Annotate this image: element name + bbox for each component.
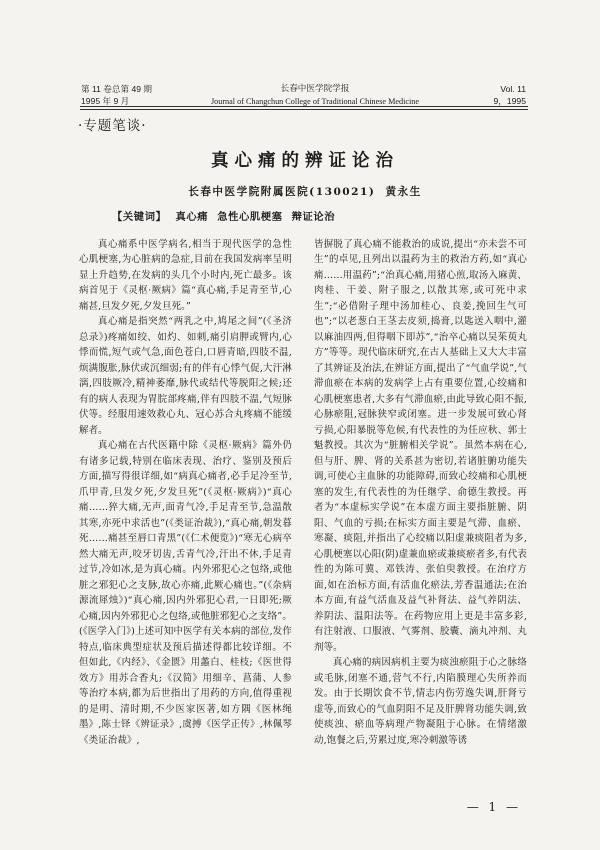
body-paragraph: 真心痛在古代医籍中除《灵枢·厥病》篇外仍有诸多记载,特别在临床表现、治疗、鉴别及预后方面,描写得很详细,如“病真心痛者,必手足冷至节,爪甲青,旦发夕死,夕发旦死”(《灵枢·厥病》)“真心痛……猝大痛,无声,面青气冷,手足青至节,急温散其寒,亦死中求活也”(《类证治裁》),“真心痛,朝发暮死……痛甚至唇口青黑”(《仁术便览》)“寒无心病卒然大痛无声,咬牙切齿,舌青气冷,汗出不休,手足青过节,冷如冰,是为真心痛。内外邪犯心之包络,或他脏之邪犯心之支脉,故心亦痛,此厥心痛也。”(《杂病源流犀烛》)“真心痛,因内外邪犯心君,一日即死;厥心痛,因内外邪犯心之包络,或他脏邪犯心之支络”。(《医学入门》)上述可知中医学有关本病的部位,发作特点,临床典型症状及预后描述得都比较详细。不但如此,《内经》、《金匮》用蠡白、桂枝;《医世得效方》用苏合香丸;《汉简》用细辛、菖蒲、人参等治疗本病,都为后世指出了用药的方向,值得重视的是明、清时期,不少医家医著,如方隅《医林绳墨》,陈士铎《辨证录》,虞搏《医学正传》,林佩琴《类证治裁》, (79, 440, 292, 746)
issue-year: 9，1995 (493, 95, 526, 106)
author-name: 黄永生 (385, 186, 422, 198)
volume-issue: 第 11 卷总第 49 期 (81, 84, 152, 94)
header-rule-thick (80, 106, 528, 107)
body-paragraph: 真心痛系中医学病名,相当于现代医学的急性心肌梗塞,为心脏病的急症,目前在我国发病率呈明显上升趋势,在发病的头几个小时内,死亡最多。该病首见于《灵枢·厥病》篇“真心痛,手足青至节,心痛甚,旦发夕死,夕发旦死。” (79, 239, 292, 312)
keyword: 急性心肌梗塞 (217, 211, 283, 223)
journal-name-english: Journal of Changchun College of Traditional Chinese Medicine (210, 96, 420, 106)
body-paragraph: 真心痛是指突然“两乳之中,鸠尾之间”(《圣济总录》)疼痛如绞、如灼、如刺,痛引肩胛或臂内,心悸而慌,短气或气急,面色苍白,口唇青暗,四肢不温,烦满腹胀,脉伏或沉细弱;有的伴有心悸气促,大汗淋漓,四肢厥冷,精神萎靡,脉代或结代等脱阳之候;还有的病人表现为胃脘部疼痛,伴有四肢不温,气短脉伏等。经服用速效救心丸、冠心苏合丸疼痛不能缓解者。 (79, 316, 292, 436)
header-rule-thin (80, 109, 528, 110)
body-paragraph: 真心痛的病因病机主要为痰浊瘀阻于心之脉络或毛脉,闭塞不通,营气不行,内陷膜理心失所养而发。由于长期饮食不节,情志内伤劳逸失调,肝肾亏虚等,而致心的气血阴阳不足及肝脾肾功能失调,致使痰浊、瘀血等病理产物凝阻于心脉。在情绪激动,饱餐之后,劳累过度,寒冷刺激等诱 (314, 657, 527, 746)
keywords-label: 【关键词】 (112, 211, 167, 223)
journal-name (170, 84, 460, 107)
journal-vol-english (474, 84, 526, 107)
article-title: 真心痛的辨证论治 (211, 151, 399, 171)
journal-volume-info (81, 84, 152, 107)
affiliation: 长春中医学院附属医院(130021) (188, 186, 376, 198)
keywords-line (112, 208, 344, 223)
author-line (80, 184, 530, 199)
page-number: — 1 — (466, 800, 521, 814)
keyword: 辩证论治 (291, 211, 336, 223)
body-paragraph: 皆摒脱了真心痛不能救治的成说,提出“亦未尝不可生”的卓见,且列出以温药为主的救治方药,如“真心痛……用温药”;“治真心痛,用猪心煎,取汤入麻黄、肉桂、干姜、附子服之,以散其寒,或可死中求生”;“必借附子理中汤加桂心、良姜,挽回生气可也”;“以老葱白王茎去皮须,捣膏,以匙送入咽中,灌以麻油四两,但得咽下即苏”,“治卒心痛以吴茱萸丸方”等等。现代临床研究,在古人基础上又大大丰富了其辨证及治法,在辨证方面,提出了“气血学说”,气滞血瘀在本病的发病学上占有重要位置,心绞痛和心肌梗塞患者,大多有气滞血瘀,由此导致心阳不振,心脉瘀阻,冠脉狭窄或闭塞。进一步发展可致心肾亏损,心阳暴脱等危候,有代表性的为任应秋、郭士魁教授。其次为“脏腑相关学说”。虽然本病在心,但与肝、脾、肾的关系甚为密切,若诸脏腑功能失调,可使心主血脉的功能障碍,而致心绞痛和心肌梗塞的发生,有代表性的为任继学、俞德生教授。再者为“本虚标实学说”在本虚方面主要指脏腑、阴阳、气血的亏损;在标实方面主要是气滞、血瘀、寒凝、痰阻,并指出了心绞痛以阳虚兼痰阻者为多,心肌梗塞以心阳(阴)虚兼血瘀或兼痰瘀者多,有代表性的为陈可冀、邓铁涛、张伯臾教授。在治疗方面,如在治标方面,有活血化瘀法,芳香温通法;在治本方面,有益气活血及益气补肾法、益气养阴法、养阴法、温阳法等。在药物应用上更是丰富多彩,有注射液、口服液、气雾剂、胶囊、滴丸冲剂、丸剂等。 (314, 239, 527, 653)
keyword: 真心痛 (175, 211, 209, 223)
body-column-right (314, 237, 527, 748)
body-column-left (79, 237, 292, 748)
journal-name-chinese: 长春中医学院学报 (280, 84, 350, 94)
volume-number: Vol. 11 (500, 84, 526, 94)
column-label: ·专题笔谈· (78, 118, 147, 134)
publication-date: 1995 年 9 月 (81, 95, 130, 106)
